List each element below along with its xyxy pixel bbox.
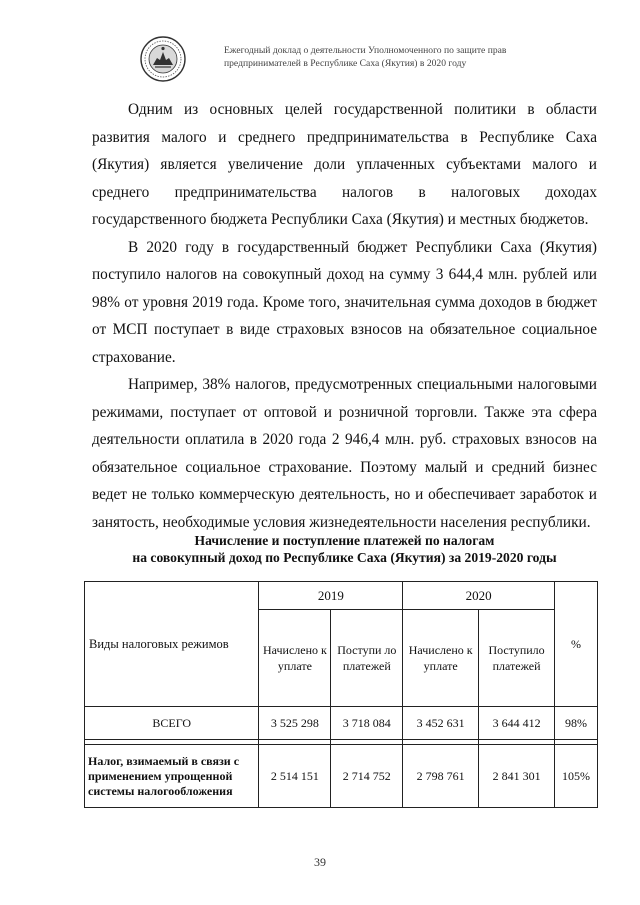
report-header-text (224, 44, 584, 70)
header-line-1: Ежегодный доклад о деятельности Уполномоченного по защите прав (224, 45, 507, 56)
header-accrued-2019: Начислено к уплате (259, 610, 331, 707)
cell-received-2020: 2 841 301 (479, 745, 555, 808)
cell-percent: 105% (555, 745, 598, 808)
table-row (85, 707, 598, 740)
tax-payments-table (84, 581, 598, 808)
paragraph-3: Например, 38% налогов, предусмотренных специальными налоговыми режимами, поступает от оптовой и розничной торговли. Также эта сфера деятельности оплатила в 2020 года 2 946,4 млн. руб. страховых взносов на обязательное социальное страхование. Поэтому малый и средний бизнес ведет не только коммерческую деятельность, но и обеспечивает заработок и занятость, необходимые условия жизнедеятельности населения республики. (92, 376, 597, 531)
header-received-2020: Поступило платежей (479, 610, 555, 707)
table-row (85, 745, 598, 808)
header-year-2019: 2019 (259, 582, 403, 610)
header-percent: % (555, 582, 598, 707)
yakutia-emblem-icon (140, 36, 186, 82)
cell-received-2019: 3 718 084 (331, 707, 403, 740)
page-header (140, 32, 580, 84)
header-received-2019: Поступи ло платежей (331, 610, 403, 707)
cell-received-2020: 3 644 412 (479, 707, 555, 740)
cell-accrued-2019: 3 525 298 (259, 707, 331, 740)
header-year-2020: 2020 (403, 582, 555, 610)
row-name: ВСЕГО (85, 707, 259, 740)
paragraph-2: В 2020 году в государственный бюджет Республики Саха (Якутия) поступило налогов на совокупный доход на сумму 3 644,4 млн. рублей или 98% от уровня 2019 года. Кроме того, значительная сумма доходов в бюджет от МСП поступает в виде страховых взносов на обязательное социальное страхование. (92, 238, 597, 366)
table-title-line-1: Начисление и поступление платежей по налогам (194, 533, 495, 548)
header-line-2: предпринимателей в Республике Саха (Якутия) в 2020 году (224, 58, 467, 69)
body-text (92, 96, 597, 536)
cell-percent: 98% (555, 707, 598, 740)
cell-received-2019: 2 714 752 (331, 745, 403, 808)
page-number: 39 (314, 855, 326, 869)
cell-accrued-2020: 3 452 631 (403, 707, 479, 740)
cell-accrued-2020: 2 798 761 (403, 745, 479, 808)
row-name: Налог, взимаемый в связи с применением упрощенной системы налогообложения (85, 745, 259, 808)
table-title-line-2: на совокупный доход по Республике Саха (Якутия) за 2019-2020 годы (132, 550, 557, 565)
cell-accrued-2019: 2 514 151 (259, 745, 331, 808)
table-title (92, 532, 597, 566)
paragraph-1: Одним из основных целей государственной политики в области развития малого и среднего предпринимательства в Республике Саха (Якутия) является увеличение доли уплаченных субъектами малого и среднего предпринимательства налогов в налоговых доходах государственного бюджета Республики Саха (Якутия) и местных бюджетов. (92, 101, 597, 228)
header-accrued-2020: Начислено к уплате (403, 610, 479, 707)
header-tax-regime-types: Виды налоговых режимов (85, 582, 259, 707)
